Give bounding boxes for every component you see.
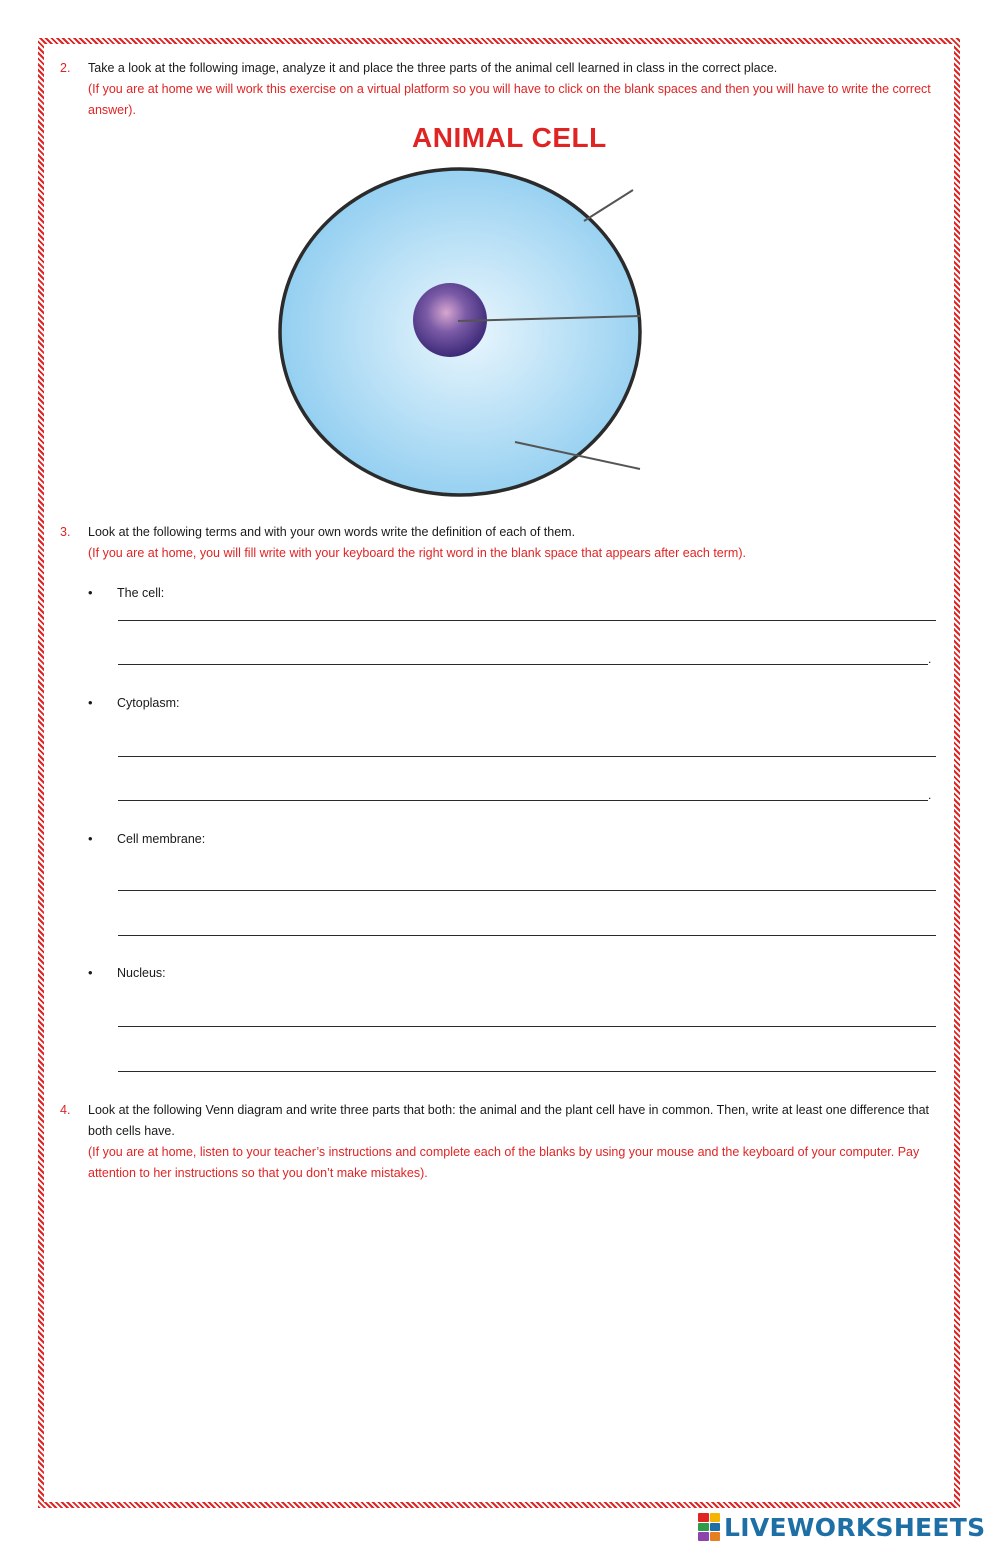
bullet: • <box>88 695 93 710</box>
pointer-line-membrane <box>584 190 633 221</box>
question-instruction: Take a look at the following image, analyze it and place the three parts of the animal cell learned in class in the correct place. <box>88 61 778 75</box>
term-label: The cell: <box>117 586 165 600</box>
home-note: (If you are at home we will work this exercise on a virtual platform so you will have to click on the blank spaces and then you will have to write the correct answer). <box>88 82 931 117</box>
line-end-mark: . <box>928 788 932 802</box>
logo-text: LIVEWORKSHEETS <box>724 1512 986 1542</box>
home-note: (If you are at home, listen to your teacher’s instructions and complete each of the blanks by using your mouse and the keyboard of your computer. Pay attention to her instructions so that you don’t make mistakes). <box>88 1145 920 1180</box>
animal-cell-diagram <box>270 165 650 500</box>
answer-line[interactable] <box>118 664 928 665</box>
question-3 <box>60 522 940 564</box>
answer-line[interactable] <box>118 620 936 621</box>
question-4 <box>60 1100 940 1184</box>
bullet: • <box>88 585 93 600</box>
term-label: Cytoplasm: <box>117 696 180 710</box>
question-number: 2. <box>60 61 71 75</box>
home-note: (If you are at home, you will fill write with your keyboard the right word in the blank space that appears after each term). <box>88 546 746 560</box>
bullet: • <box>88 831 93 846</box>
answer-line[interactable] <box>118 800 928 801</box>
liveworksheets-logo[interactable] <box>698 1512 985 1542</box>
bullet: • <box>88 965 93 980</box>
question-number: 3. <box>60 525 71 539</box>
question-instruction: Look at the following terms and with your own words write the definition of each of them. <box>88 525 576 539</box>
question-instruction: Look at the following Venn diagram and write three parts that both: the animal and the plant cell have in common. Then, write at least one difference that both cells have. <box>88 1103 930 1138</box>
logo-icon <box>698 1513 720 1541</box>
line-end-mark: . <box>928 652 932 666</box>
answer-line[interactable] <box>118 890 936 891</box>
answer-line[interactable] <box>118 1026 936 1027</box>
question-number: 4. <box>60 1103 71 1117</box>
answer-line[interactable] <box>118 1071 936 1072</box>
term-label: Nucleus: <box>117 966 166 980</box>
answer-line[interactable] <box>118 935 936 936</box>
question-2 <box>60 58 940 121</box>
answer-line[interactable] <box>118 756 936 757</box>
term-label: Cell membrane: <box>117 832 206 846</box>
diagram-title: ANIMAL CELL <box>412 122 607 153</box>
